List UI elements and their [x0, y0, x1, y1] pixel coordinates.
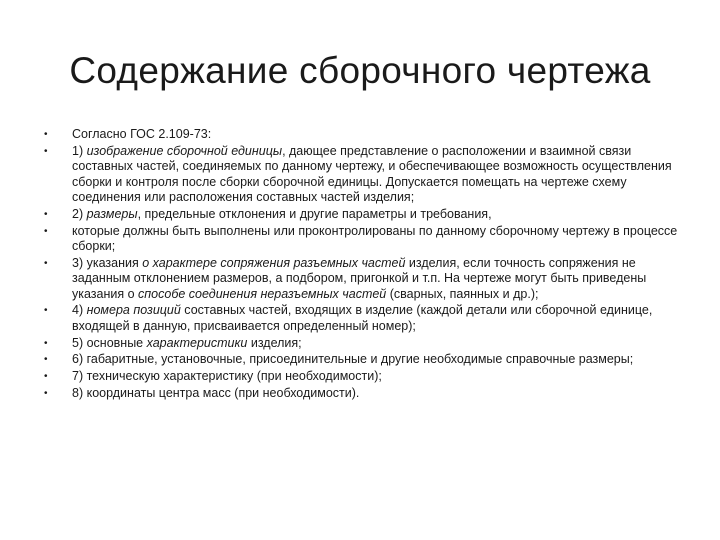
- bullet-item: [44, 224, 684, 255]
- bullet-text: , дающее представление о расположении и взаимной связи составных частей, соединяемых по данному чертежу, и обеспечивающее возможность осуществления сборки и контроля после сборки сборочной единицы. Допускается помещать на чертеже схему соединения или расположения составных частей изделия;: [72, 143, 672, 205]
- emphasized-text: характеристики: [146, 335, 248, 350]
- bullet-item: [44, 207, 684, 222]
- bullet-text: 5) основные: [72, 335, 147, 350]
- bullet-dot-icon: •: [44, 388, 48, 400]
- bullet-dot-icon: •: [44, 305, 48, 317]
- bullet-text: 3) указания: [72, 255, 143, 270]
- bullet-text: 2): [72, 206, 87, 221]
- bullet-item: [44, 256, 684, 302]
- emphasized-text: изображение сборочной единицы: [86, 143, 283, 158]
- bullet-text: 4): [72, 303, 87, 318]
- emphasized-text: способе соединения неразъемных частей: [138, 286, 387, 301]
- bullet-dot-icon: •: [44, 225, 48, 237]
- bullet-dot-icon: •: [44, 129, 48, 140]
- bullet-dot-icon: •: [44, 145, 48, 157]
- bullet-text: (сварных, паянных и др.);: [386, 286, 539, 301]
- bullet-text: составных частей, входящих в изделие (каждой детали или сборочной единице, входящей в данную, присваивается определенный номер);: [72, 303, 653, 333]
- bullet-text: 7) техническую характеристику (при необходимости);: [72, 369, 382, 384]
- emphasized-text: размеры: [86, 206, 138, 221]
- bullet-item: [44, 369, 684, 384]
- bullet-dot-icon: •: [44, 257, 48, 269]
- bullet-text: которые должны быть выполнены или проконтролированы по данному сборочному чертежу в процессе сборки;: [72, 223, 678, 254]
- bullet-text: изделия;: [247, 335, 302, 350]
- bullet-item: [44, 144, 684, 206]
- bullet-text: изделия, если точность сопряжения не заданным отклонением размеров, а подбором, пригонкой и т.п. На чертеже могут быть приведены указания о: [72, 255, 647, 301]
- bullet-dot-icon: •: [44, 208, 48, 220]
- bullet-text: 1): [72, 143, 87, 158]
- slide-title: Содержание сборочного чертежа: [69, 50, 651, 91]
- bullet-item: [44, 386, 684, 401]
- emphasized-text: номера позиций: [86, 303, 181, 318]
- bullet-text: Согласно ГОС 2.109-73:: [72, 127, 212, 141]
- bullet-item: [44, 127, 684, 142]
- bullet-text: 8) координаты центра масс (при необходимости).: [72, 386, 360, 401]
- bullet-dot-icon: •: [44, 371, 48, 383]
- bullet-text: 6) габаритные, установочные, присоединительные и другие необходимые справочные размеры;: [72, 352, 634, 367]
- bullet-dot-icon: •: [44, 354, 48, 366]
- emphasized-text: о характере сопряжения разъемных частей: [142, 255, 406, 270]
- bullet-list: [44, 127, 684, 403]
- bullet-dot-icon: •: [44, 337, 48, 349]
- bullet-item: [44, 336, 684, 351]
- bullet-item: [44, 303, 684, 334]
- bullet-item: [44, 352, 684, 367]
- bullet-text: , предельные отклонения и другие параметры и требования,: [137, 206, 492, 221]
